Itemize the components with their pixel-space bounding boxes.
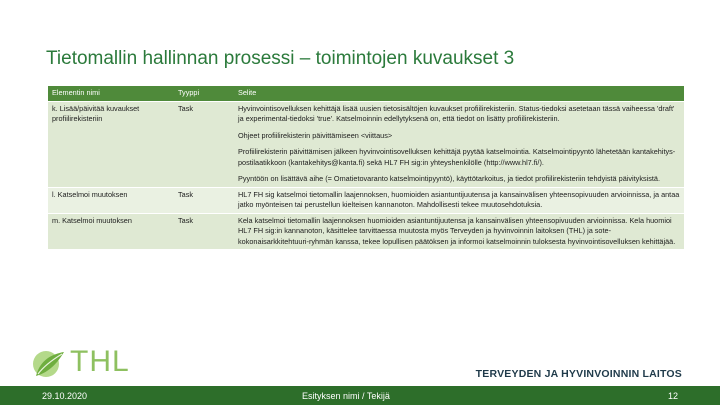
description-paragraph: Ohjeet profiilirekisterin päivittämiseen <viittaus>: [238, 130, 393, 140]
footer-bar: [0, 386, 720, 405]
slide-title: Tietomallin hallinnan prosessi – toimintojen kuvaukset 3: [46, 48, 515, 69]
description-paragraph: Kela katselmoi tietomallin laajennoksen huomioiden asiantuntijuutensa ja kansainvälisen yhteensopivuuden arvioinnissa. Kela huomioi HL7 FH sig:in kannanoton, käsittelee tarvittaessa muutosta myös Terveyden ja hyvinvoinnin laitoksen (THL) ja sote-kokonaisarkkitehtuuri-ryhmän kanssa, tekee lopullisen päätöksen ja informoi katselmoinnin tuloksesta hyvinvointisovelluksen kehittäjää.: [238, 215, 676, 246]
table-header-row: [48, 86, 684, 101]
organization-name: TERVEYDEN JA HYVINVOINNIN LAITOS: [475, 368, 682, 380]
description-paragraph: Hyvinvointisovelluksen kehittäjä lisää uusien tietosisältöjen kuvaukset profiilirekisteriin. Status-tiedoksi asetetaan tässä vaiheessa 'draft' ja experimental-tiedoksi 'true'. Katselmoinnin edellytyksenä on, että tiedot on lisätty profiilirekisteriin.: [238, 103, 675, 123]
footer-presentation-name: Esityksen nimi / Tekijä: [302, 391, 390, 401]
row-type: Task: [174, 101, 234, 187]
footer-date: 29.10.2020: [42, 391, 88, 401]
row-name: m. Katselmoi muutoksen: [48, 213, 174, 250]
row-name: l. Katselmoi muutoksen: [48, 187, 174, 213]
description-paragraph: HL7 FH sig katselmoi tietomallin laajennoksen, huomioiden asiantuntijuutensa ja kansainvälisen yhteensopivuuden arvioinnissa, ja antaa jatko myönteisen tai perustellun kielteisen kannanoton. Mahdollisesti tekee muutosehdotuksia.: [238, 189, 680, 209]
header-type: Tyyppi: [174, 86, 234, 101]
table-row: [48, 187, 684, 213]
thl-leaf-logo-icon: [32, 348, 68, 380]
row-description: [234, 187, 684, 213]
header-name: Elementin nimi: [48, 86, 174, 101]
row-name: k. Lisää/päivitää kuvaukset profiilirekisteriin: [48, 101, 174, 187]
row-description: [234, 213, 684, 250]
thl-logo-text: THL: [70, 345, 130, 378]
footer-page-number: 12: [667, 391, 678, 401]
process-table: [48, 86, 684, 250]
row-type: Task: [174, 187, 234, 213]
table-row: [48, 101, 684, 187]
table-row: [48, 213, 684, 250]
description-paragraph: Pyyntöön on lisättävä aihe (= Omatietovaranto katselmointipyyntö), käyttötarkoitus, ja tiedot profiilirekisteriin tehdyistä päivityksistä.: [238, 174, 660, 183]
row-type: Task: [174, 213, 234, 250]
header-description: Selite: [234, 86, 684, 101]
row-description: [234, 101, 684, 187]
description-paragraph: Profiilirekisterin päivittämisen jälkeen hyvinvointisovelluksen kehittäjä pyytää katselmointia. Katselmointipyyntö lähetetään kantakehitys-postilaatikkoon (kantakehitys@kanta.fi) sekä HL7 FH sig:in yhteyshenkilölle (http://www.hl7.fi/).: [238, 147, 676, 167]
